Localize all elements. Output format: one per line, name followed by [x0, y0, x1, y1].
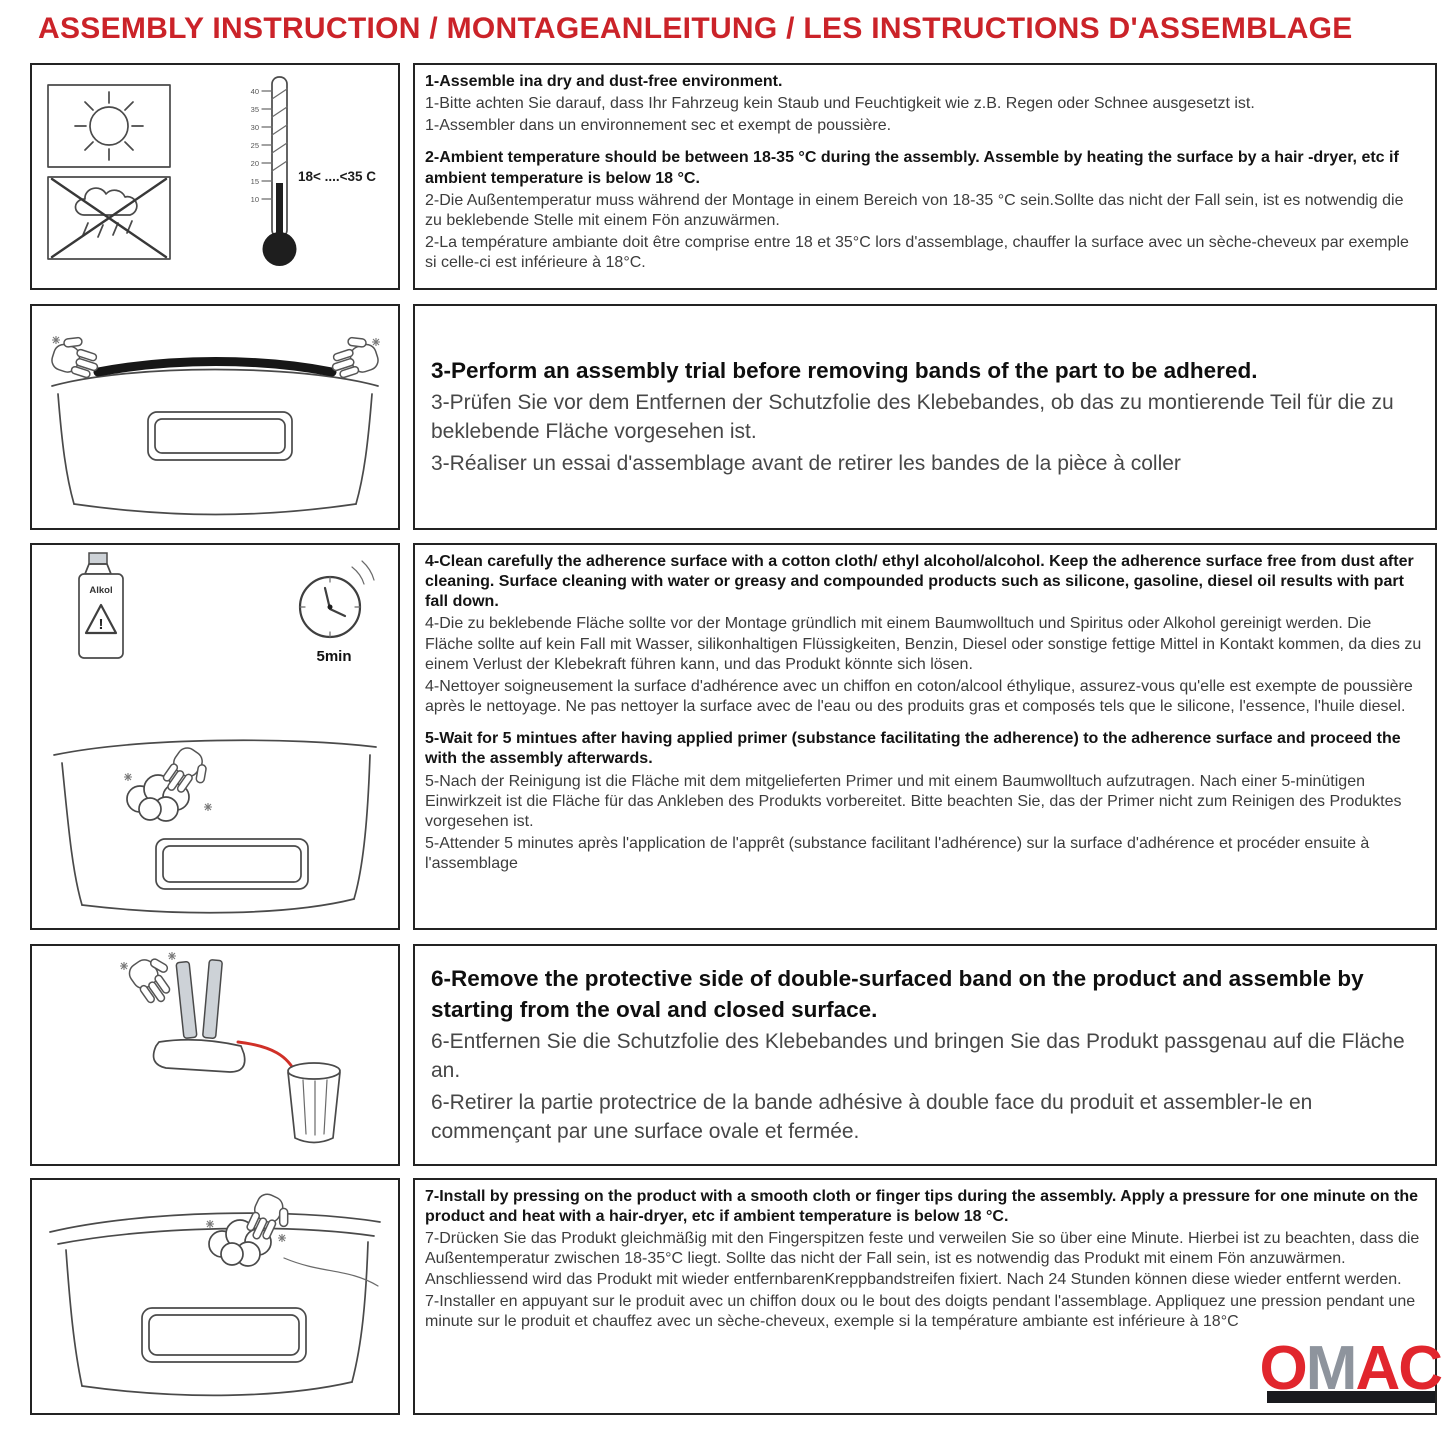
page-title: ASSEMBLY INSTRUCTION / MONTAGEANLEITUNG / LES INSTRUCTIONS D'ASSEMBLAGE — [38, 12, 1353, 45]
logo-letter: O — [1259, 1334, 1306, 1403]
instruction-de-2: 2-Die Außentemperatur muss während der Montage in einem Bereich von 18-35 °C sein.Sollte das nicht der Fall sein, ist es notwendig die zu beklebende Stelle mit einem Fön anzuwärmen. — [425, 191, 1404, 229]
instruction-en-3: 3-Perform an assembly trial before removing bands of the part to be adhered. — [431, 358, 1258, 384]
warning-mark: ! — [98, 616, 104, 633]
instruction-de-4: 4-Die zu beklebende Fläche sollte vor der Montage gründlich mit einem Baumwolltuch und Spiritus oder Alkohol gereinigt werden. Die Fläche sollte auf kein Fall mit Wasser, silikonhaltigen Flüssigkeiten, Benzin, Diesel oder sonstige fettige Mittel in Kontakt kommen, da dies zu einem Verlust der Klebekraft führen kann, und das Produkt könnte sich lösen. — [425, 615, 1422, 673]
product-part — [154, 1040, 245, 1072]
svg-text:10: 10 — [250, 195, 259, 204]
svg-text:25: 25 — [250, 141, 259, 150]
thermometer-icon — [251, 77, 377, 266]
instruction-en-4: 4-Clean carefully the adherence surface with a cotton cloth/ ethyl alcohol/alcohol. Keep the adherence surface free from dust after cleaning. Surface cleaning with water or greasy and compounded products such as silicone, gasoline, diesel oil results with part fall down. — [425, 553, 1414, 611]
instruction-fr-2: 2-La température ambiante doit être comprise entre 18 et 35°C lors d'assemblage, chauffer la surface avec un sèche-cheveux par exemple si celle-ci est inférieure à 18°C. — [425, 234, 1409, 272]
protective-strips — [176, 960, 222, 1039]
sparkle-icon — [52, 336, 60, 344]
svg-text:35: 35 — [250, 105, 259, 114]
clock-icon — [300, 561, 374, 665]
instruction-en-7: 7-Install by pressing on the product with a smooth cloth or finger tips during the assembly. Apply a pressure for one minute on the product and heat with a hair-dryer, etc if ambient temperature is below 18 °C. — [425, 1188, 1418, 1226]
instruction-fr-6: 6-Retirer la partie protectrice de la bande adhésive à double face du produit et assembler-le en commençant par une surface ovale et fermée. — [431, 1091, 1313, 1144]
logo-letter: C — [1398, 1334, 1441, 1403]
step-row-1 — [30, 63, 1437, 290]
svg-text:15: 15 — [250, 177, 259, 186]
omac-logo-text — [1259, 1334, 1441, 1403]
no-rain-icon — [48, 177, 170, 259]
instruction-de-1: 1-Bitte achten Sie darauf, dass Ihr Fahrzeug kein Staub und Feuchtigkeit wie z.B. Regen oder Schnee ausgesetzt ist. — [425, 95, 1255, 113]
step-row-3 — [30, 543, 1437, 930]
instruction-fr-7: 7-Installer en appuyant sur le produit avec un chiffon doux ou le bout des doigts pendant l'assemblage. Appliquez une pression pendant une minute sur le produit et chauffez avec un sèche-cheveux, exemple si la température ambiante est inférieure à 18°C — [425, 1292, 1416, 1330]
figure-assembly-trial — [30, 304, 400, 530]
instructions-step-6 — [413, 944, 1437, 1166]
instruction-en-2: 2-Ambient temperature should be between 18-35 °C during the assembly. Assemble by heating the surface by a hair -dryer, etc if ambient temperature is below 18 °C. — [425, 149, 1399, 187]
figure-environment-temperature — [30, 63, 400, 290]
instruction-en-1: 1-Assemble ina dry and dust-free environment. — [425, 73, 783, 90]
instruction-fr-3: 3-Réaliser un essai d'assemblage avant de retirer les bandes de la pièce à coller — [431, 452, 1181, 475]
instruction-fr-5: 5-Attender 5 minutes après l'application de l'apprêt (substance facilitant l'adhérence) sur la surface d'adhérence et procéder ensuite à l'assemblage — [425, 835, 1370, 873]
svg-text:20: 20 — [250, 159, 259, 168]
motion-line — [284, 1258, 378, 1286]
trunk-panel-sketch — [52, 370, 378, 515]
instruction-fr-4: 4-Nettoyer soigneusement la surface d'adhérence avec un chiffon en coton/alcool éthylique, assurez-vous qu'elle est exempte de poussière après le nettoyage. Ne pas nettoyer la surface avec de l'eau ou des produits gras et composés tels que le silicone, l'essence, l'huile diesel. — [425, 677, 1413, 716]
step-row-5 — [30, 1178, 1437, 1415]
logo-letter: A — [1355, 1334, 1399, 1403]
clock-label: 5min — [316, 648, 352, 665]
bottle-label: Alkol — [89, 585, 113, 596]
instructions-step-1-2 — [413, 63, 1437, 290]
sun-icon — [48, 85, 170, 167]
instruction-de-3: 3-Prüfen Sie vor dem Entfernen der Schutzfolie des Klebebandes, ob das zu montierende Teil für die zu beklebende Fläche vorgesehen ist. — [431, 391, 1394, 444]
figure-cleaning — [30, 543, 400, 930]
step-row-4 — [30, 944, 1437, 1166]
sparkle-icon — [120, 962, 128, 970]
trim-strip — [98, 362, 332, 373]
sparkle-icon — [206, 1220, 214, 1228]
instruction-de-7: 7-Drücken Sie das Produkt gleichmäßig mit den Fingerspitzen feste und verweilen Sie so über eine Minute. Hierbei ist zu beachten, dass die Außentemperatur zwischen 18-35°C liegt. Sollte das nicht der Fall sein, ist es notwendig das Produkt mit einem Fön anzuwärmen. Anschliessend wird das Produkt mit wieder entfernbarenKreppbandstreifen fixiert. Nach 24 Stunden können diese wieder entfernt werden. — [425, 1230, 1420, 1288]
trash-bin-icon — [288, 1063, 340, 1143]
svg-text:30: 30 — [250, 123, 259, 132]
logo-letter: M — [1305, 1334, 1356, 1403]
instruction-de-5: 5-Nach der Reinigung ist die Fläche mit dem mitgelieferten Primer und mit einem Baumwolltuch aufzutragen. Nach einer 5-minütigen Einwirkzeit ist die Fläche für das Ankleben des Produkts vorbereitet. Bitte beachten Sie, das der Primer nicht zum Reinigen des Produktes vorgesehen ist. — [425, 772, 1402, 830]
sparkle-icon — [204, 803, 212, 811]
instruction-en-6: 6-Remove the protective side of double-surfaced band on the product and assemble by starting from the oval and closed surface. — [431, 966, 1364, 1023]
step-row-2 — [30, 304, 1437, 530]
instructions-step-4-5 — [413, 543, 1437, 930]
sparkle-icon — [124, 773, 132, 781]
figure-press-install — [30, 1178, 400, 1415]
sparkle-icon — [278, 1234, 286, 1242]
figure-remove-band — [30, 944, 400, 1166]
sparkle-icon — [168, 952, 176, 960]
alcohol-bottle-icon — [79, 553, 123, 658]
temperature-range-label: 18< ....<35 C — [298, 169, 377, 184]
instruction-de-6: 6-Entfernen Sie die Schutzfolie des Klebebandes und bringen Sie das Produkt passgenau auf die Fläche an. — [431, 1030, 1405, 1083]
omac-logo — [1259, 1334, 1441, 1403]
sparkle-icon — [372, 338, 380, 346]
instructions-step-3 — [413, 304, 1437, 530]
surface-sketch — [54, 740, 376, 912]
instruction-fr-1: 1-Assembler dans un environnement sec et exempt de poussière. — [425, 117, 892, 135]
instruction-en-5: 5-Wait for 5 mintues after having applied primer (substance facilitating the adherence) to the adherence surface and proceed the with the assembly afterwards. — [425, 730, 1401, 768]
svg-text:40: 40 — [250, 87, 259, 96]
